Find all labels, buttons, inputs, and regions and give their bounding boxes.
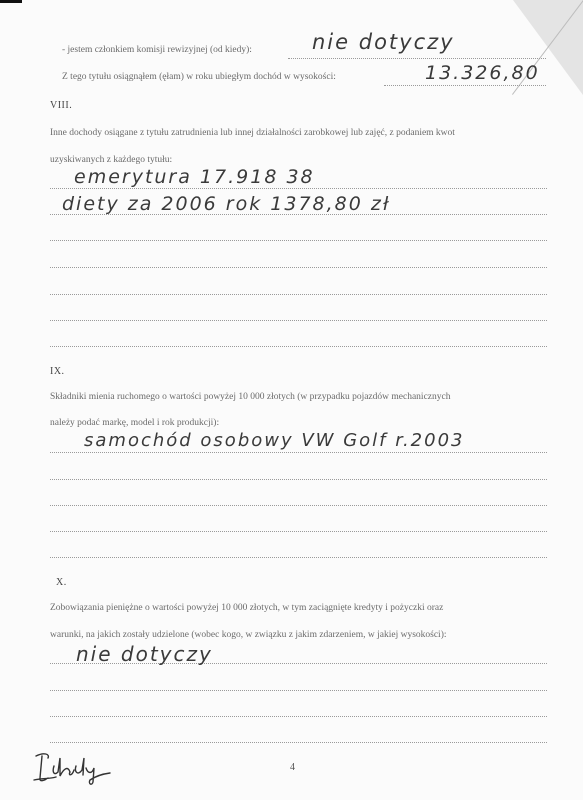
page-number: 4 — [290, 762, 295, 773]
section-viii-line-1 — [50, 188, 547, 189]
income-label: Z tego tytułu osiągnąłem (ęłam) w roku ubiegłym dochód w wysokości: — [62, 72, 336, 82]
section-ix-line-1 — [50, 452, 547, 453]
section-ix-line-5 — [50, 557, 547, 558]
signature-image — [30, 748, 120, 790]
section-x-line-2 — [50, 690, 547, 691]
section-ix-text-1: Składniki mienia ruchomego o wartości powyżej 10 000 złotych (w przypadku pojazdów mechanicznych — [50, 392, 451, 402]
commission-handwritten-answer: nie dotyczy — [312, 30, 455, 54]
section-x-line-3 — [50, 716, 547, 717]
section-viii-text-1: Inne dochody osiągane z tytułu zatrudnienia lub innej działalności zarobkowej lub zajęć, z podaniem kwot — [50, 128, 455, 138]
commission-label: - jestem członkiem komisji rewizyjnej (od kiedy): — [62, 45, 252, 55]
section-viii-line-6 — [50, 320, 547, 321]
section-viii-line-7 — [50, 346, 547, 347]
section-viii-text-2: uzyskiwanych z każdego tytułu: — [50, 155, 173, 165]
section-ix-line-4 — [50, 531, 547, 532]
section-viii-line-4 — [50, 267, 547, 268]
section-ix-line-2 — [50, 479, 547, 480]
section-viii-heading: VIII. — [50, 100, 73, 111]
scan-edge-mark — [0, 0, 22, 3]
section-viii-answer-1: emerytura 17.918 38 — [74, 166, 315, 188]
section-x-line-4 — [50, 742, 547, 743]
section-viii-line-5 — [50, 294, 547, 295]
section-viii-line-3 — [50, 240, 547, 241]
section-ix-text-2: należy podać markę, model i rok produkcji): — [50, 418, 220, 428]
section-ix-answer-1: samochód osobowy VW Golf r.2003 — [84, 430, 465, 451]
section-ix-line-3 — [50, 505, 547, 506]
income-handwritten-answer: 13.326,80 — [425, 62, 540, 84]
commission-dotted-line — [288, 58, 546, 59]
section-x-text-2: warunki, na jakich zostały udzielone (wobec kogo, w związku z jakim zdarzeniem, w jakiej wysokości): — [50, 630, 447, 640]
income-dotted-line — [384, 85, 546, 86]
section-x-text-1: Zobowiązania pieniężne o wartości powyżej 10 000 złotych, w tym zaciągnięte kredyty i pożyczki oraz — [50, 603, 444, 613]
section-ix-heading: IX. — [50, 366, 65, 377]
section-viii-answer-2: diety za 2006 rok 1378,80 zł — [62, 193, 391, 215]
section-x-heading: X. — [56, 577, 67, 588]
section-x-answer-1: nie dotyczy — [76, 642, 213, 666]
